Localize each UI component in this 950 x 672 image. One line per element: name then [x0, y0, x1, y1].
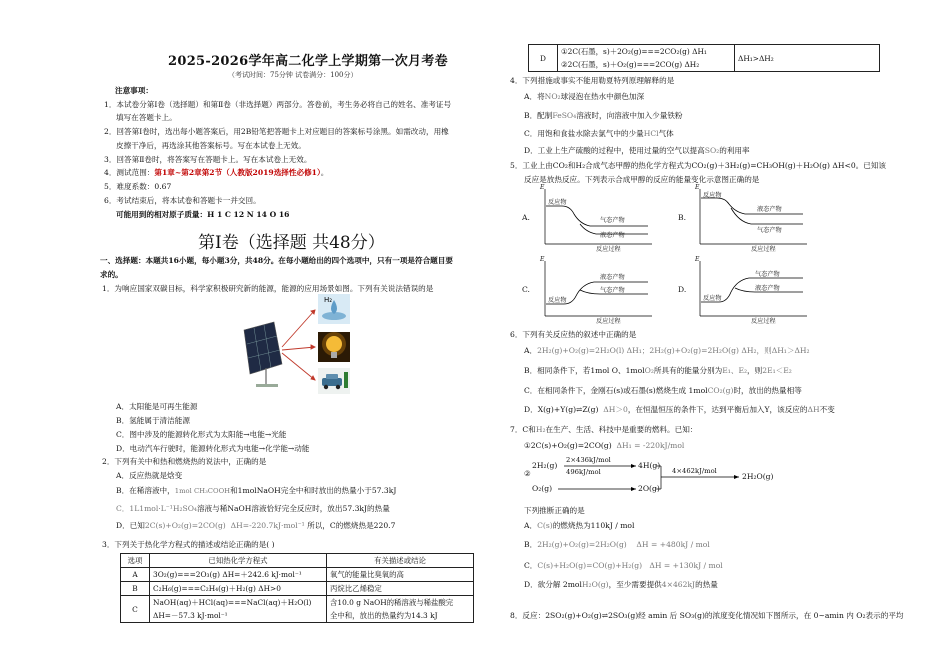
progress-label: 反应过程	[751, 318, 776, 325]
q4-option-b[interactable]	[524, 111, 683, 120]
q7-c-1: C．	[524, 561, 538, 570]
q7-d-energy: 4×462kJ	[661, 580, 696, 589]
q3-cell: 含10.0 g NaOH的稀溶液与稀盐酸完	[327, 596, 474, 610]
q4-stem: 4．下列措施或事实不能用勒夏特列原理解释的是	[510, 76, 675, 85]
h-h-energy: 2×436kJ/mol	[566, 456, 611, 464]
note-6: 6．考试结束后，将本试卷和答题卡一并交回。	[104, 196, 261, 205]
q7-b-enthalpy: ΔH = +480kJ / mol	[636, 540, 710, 549]
q3-cell: C	[121, 596, 150, 623]
q7-option-a[interactable]	[524, 521, 634, 530]
q3-header-cell: 已知热化学方程式	[150, 554, 327, 568]
section-instructions-b: 求的。	[100, 270, 123, 279]
q3-table-row	[121, 596, 474, 610]
reactant-label: 反应物	[703, 192, 722, 199]
liquid-product-curve	[701, 198, 803, 214]
q7-h2: H₂	[535, 425, 546, 434]
note-4-suffix: 。	[320, 168, 329, 177]
energy-scene-svg	[242, 292, 352, 400]
q2-b-text-2: 和1molNaOH完全中和时放出的热量小于57.3kJ	[230, 486, 397, 495]
exam-subtitle: （考试时间：75分钟 试卷满分：100分）	[228, 71, 358, 79]
q3-header-cell: 有关描述或结论	[327, 554, 474, 568]
q6-d-equation: X(g)+Y(g)⇌Z(g)	[537, 405, 599, 414]
note-2b: 皮擦干净后，再选涂其他答案标号。写在本试卷上无效。	[116, 141, 306, 150]
reactant-label: 反应物	[548, 199, 567, 206]
gas-product-label: 气态产物	[757, 227, 782, 234]
energy-diagram-b	[695, 184, 815, 253]
q7-option-c[interactable]	[524, 561, 723, 570]
q2-c-text: 溶液与稀NaOH溶液恰好完全反应时，放出57.3kJ的热量	[196, 504, 390, 513]
q2-option-d[interactable]	[116, 521, 395, 530]
q3-cell: 全中和，放出的热量约为14.3 kJ	[327, 609, 474, 623]
reactant-label: 反应物	[548, 297, 567, 304]
q2-option-a[interactable]: A．反应热就是焓变	[116, 471, 183, 480]
h-atoms-node: 4H(g)	[638, 461, 661, 470]
q7-a-formula: C(s)	[537, 521, 553, 530]
note-5: 5．难度系数：0.67	[104, 182, 172, 191]
q7-stem	[510, 425, 697, 434]
note-3: 3．回答第Ⅱ卷时，将答案写在答题卡上。写在本试卷上无效。	[104, 155, 312, 164]
q3-table-row	[121, 568, 474, 582]
q5-option-a[interactable]: A.	[522, 213, 530, 222]
q1-option-d[interactable]: D．电动汽车行驶时，能源转化形式为电能→化学能→动能	[116, 444, 310, 453]
q2-d-equation: 2C(s)+O₂(g)=2CO(g)	[144, 521, 226, 530]
q3-table-row	[121, 609, 474, 623]
axis-e-label: E	[695, 184, 700, 191]
test-scope: 第1章~第2章第2节（人教版2019选择性必修1）	[154, 168, 321, 177]
q6-c-2: 时，放出的热量相等	[733, 386, 802, 395]
axis-e-label: E	[695, 256, 700, 263]
h2-node: 2H₂(g)	[532, 461, 558, 470]
q6-b-3: ，则	[747, 366, 763, 375]
progress-label: 反应过程	[751, 246, 776, 253]
q5-stem-b: 反应是放热反应。下列表示合成甲醇的反应的能量变化示意图正确的是	[524, 175, 760, 184]
q6-b-formula: O₂	[644, 366, 654, 375]
light-bulb-icon	[318, 332, 350, 362]
q1-option-a[interactable]: A．太阳能是可再生能源	[116, 402, 198, 411]
q7-stem-1: 7．C和	[510, 425, 536, 434]
solar-panel-icon	[244, 322, 282, 387]
q4-b-2: 溶液时，向溶液中加入少量铁粉	[576, 111, 683, 120]
q4-b-formula: FeSO₄	[552, 111, 577, 120]
q6-d-1: D．	[524, 405, 538, 414]
q7-stem-2: 在生产、生活、科技中是重要的燃料。已知：	[545, 425, 698, 434]
gas-product-label: 气态产物	[600, 287, 625, 294]
q6-option-d[interactable]	[524, 405, 835, 414]
q7-b-equation: 2H₂(g)+O₂(g)=2H₂O(g)	[537, 540, 627, 549]
energy-diagram-c	[540, 256, 660, 325]
q7-d-2: ，至少需要提供	[608, 580, 662, 589]
q3-table-header	[121, 554, 474, 568]
bond-energy-diagram	[524, 458, 804, 498]
hydrogen-drop-icon	[318, 294, 350, 324]
q4-a-1: A．将	[524, 92, 545, 101]
axis-e-label: E	[540, 184, 545, 191]
q7-b-1: B．	[524, 540, 538, 549]
progress-label: 反应过程	[596, 246, 621, 253]
q7-option-b[interactable]	[524, 540, 710, 549]
h2o-node: 2H₂O(g)	[742, 472, 774, 481]
q2-b-text-1: B．在稀溶液中，	[116, 486, 175, 495]
q4-a-2: 球浸泡在热水中颜色加深	[560, 92, 645, 101]
q2-b-formula: 1mol CH₃COOH	[174, 487, 231, 495]
q1-stem: 1．为响应国家双碳目标，科学家积极研究新的能源，能源的应用场景如图。下列有关说法错误的是	[102, 284, 434, 293]
liquid-product-label: 液态产物	[757, 206, 782, 213]
q6-d-dh: ΔH	[807, 405, 820, 414]
q3-header-cell: 选项	[121, 554, 150, 568]
q6-c-1: C．在相同条件下，金刚石(s)或石墨(s)燃烧生成 1mol	[524, 386, 708, 395]
q3-row-d-label: D	[529, 45, 558, 72]
diagram-label-2: ②	[524, 469, 531, 478]
q6-c-formula: CO₂(g)	[707, 386, 734, 395]
q3-row-d-eq2: ②2C(石墨，s)＋O₂(g)===2CO(g) ΔH₂	[558, 58, 735, 72]
note-4	[104, 168, 328, 177]
q3-cell: B	[121, 582, 150, 596]
q4-d-2: 的利用率	[719, 146, 750, 155]
q5-option-d[interactable]: D.	[678, 285, 687, 294]
q4-b-1: B．配制	[524, 111, 553, 120]
q6-b-2: 所具有的能量分别为	[653, 366, 723, 375]
energy-diagram-d	[695, 256, 815, 325]
q7-a-2: 的燃烧热为110kJ / mol	[552, 521, 635, 530]
q4-d-1: D．工业上生产硫酸的过程中，使用过量的空气以提高	[524, 146, 705, 155]
o-h-energy: 4×462kJ/mol	[672, 467, 717, 475]
q7-judge: 下列推断正确的是	[524, 506, 585, 515]
q6-option-b[interactable]	[524, 366, 792, 375]
energy-diagram-a	[540, 184, 660, 253]
q2-c-formula: C．1L1mol·L⁻¹H₂SO₄	[116, 504, 197, 513]
q8-stem: 8．反应：2SO₂(g)+O₂(g)⇌2SO₃(g)经 amin 后 SO₃(g)的浓度变化情况如下图所示，在 0~amin 内 O₂表示的平均	[510, 611, 904, 620]
q3-stem: 3．下列关于热化学方程式的描述或结论正确的是( )	[102, 540, 275, 549]
liquid-product-label: 液态产物	[600, 274, 625, 281]
q1-option-b[interactable]: B．氢能属于清洁能源	[116, 416, 190, 425]
q3-row-d-eq1: ①2C(石墨，s)＋2O₂(g)===2CO₂(g) ΔH₁	[558, 45, 735, 59]
q7-d-3: 的热量	[695, 580, 718, 589]
notes-heading: 注意事项：	[115, 86, 153, 95]
q6-option-c[interactable]	[524, 386, 802, 395]
section-title: 第Ⅰ卷（选择题 共48分）	[198, 233, 385, 253]
q3-cell: NaOH(aq)＋HCl(aq)===NaCl(aq)＋H₂O(l)	[150, 596, 327, 610]
q7-eq1-enthalpy: ΔH₁ = -220kJ/mol	[616, 441, 685, 450]
progress-label: 反应过程	[596, 318, 621, 325]
atomic-masses: 可能用到的相对原子质量：H 1 C 12 N 14 O 16	[116, 210, 290, 219]
q6-stem: 6．下列有关反应热的叙述中正确的是	[510, 330, 637, 339]
o-o-energy: 496kJ/mol	[566, 468, 601, 476]
note-4-prefix: 4．测试范围：	[104, 168, 155, 177]
q6-a-1: A．	[524, 346, 538, 355]
q1-option-c[interactable]: C．图中涉及的能源转化形式为太阳能→电能→光能	[116, 430, 287, 439]
q4-a-formula: NO₂	[544, 92, 561, 101]
q6-d-enthalpy: ΔH＞0	[603, 405, 628, 414]
h2-label: H₂	[324, 296, 333, 304]
axis-e-label: E	[540, 256, 545, 263]
q7-equation-1	[524, 441, 684, 450]
q6-d-3: 不变	[819, 405, 835, 414]
q2-option-c[interactable]	[116, 504, 390, 513]
q6-b-relation: 2E₁＜E₂	[762, 366, 792, 375]
q7-c-equation: C(s)+H₂O(g)=CO(g)+H₂(g)	[537, 561, 643, 570]
gas-product-label: 气态产物	[600, 217, 625, 224]
q4-c-formula: HCl	[643, 129, 659, 138]
reactant-label: 反应物	[703, 295, 722, 302]
q3-table-row-d	[528, 44, 880, 72]
q2-d-text-2: 所以，C的燃烧热是220.7	[307, 521, 396, 530]
conversion-arrows	[282, 310, 315, 380]
gas-product-label: 气态产物	[755, 271, 780, 278]
q2-option-b[interactable]	[116, 486, 396, 496]
note-1b: 填写在答题卡上。	[116, 113, 177, 122]
q3-table-row	[121, 582, 474, 596]
q4-c-2: 气体	[658, 129, 674, 138]
q4-option-d[interactable]	[524, 146, 750, 155]
q6-option-a[interactable]	[524, 346, 810, 355]
q5-option-b[interactable]: B.	[678, 213, 686, 222]
q7-d-formula: H₂O(g)	[581, 580, 609, 589]
electric-car-icon	[318, 368, 350, 394]
q3-row-d-conclusion: ΔH₁>ΔH₂	[735, 45, 880, 72]
q6-d-2: ，在恒温恒压的条件下，达到平衡后加入Y，该反应的	[627, 405, 808, 414]
liquid-product-label: 液态产物	[755, 285, 780, 292]
q2-d-text-1: D．已知	[116, 521, 145, 530]
q7-d-1: D．欲分解 2mol	[524, 580, 582, 589]
q2-stem: 2．下列有关中和热和燃烧热的说法中，正确的是	[102, 457, 267, 466]
section-instructions-a: 一、选择题：本题共16小题，每小题3分，共48分。在每小题给出的四个选项中，只有一项是符合题目要	[100, 256, 453, 265]
q7-a-1: A．	[524, 521, 538, 530]
q5-option-c[interactable]: C.	[522, 285, 530, 294]
q4-d-formula: SO₂	[704, 146, 720, 155]
page-title: 2025-2026学年高二化学上学期第一次月考卷	[168, 54, 448, 69]
q3-row-d	[529, 45, 880, 59]
q3-cell: A	[121, 568, 150, 582]
q3-cell: 3O₂(g)===2O₃(g) ΔH=＋242.6 kJ·mol⁻¹	[150, 568, 327, 582]
energy-scene-figure	[242, 292, 352, 400]
o-atoms-node: 2O(g)	[638, 484, 660, 493]
o2-node: O₂(g)	[532, 484, 553, 493]
q5-stem-a: 5．工业上由CO₂和H₂合成气态甲醇的热化学方程式为CO₂(g)＋3H₂(g)=CH₃OH(g)＋H₂O(g) ΔH<0。已知该	[510, 161, 887, 170]
q6-b-1: B．相同条件下，若1mol O、1mol	[524, 366, 645, 375]
q4-option-a[interactable]	[524, 92, 644, 101]
gas-product-curve	[546, 206, 648, 226]
q4-option-c[interactable]	[524, 129, 674, 138]
q3-cell: 氧气的能量比臭氧的高	[327, 568, 474, 582]
q6-a-equations: 2H₂(g)+O₂(g)=2H₂O(l) ΔH₁；2H₂(g)+O₂(g)=2H₂O(g) ΔH₂，则ΔH₁＞ΔH₂	[537, 346, 810, 355]
note-2a: 2．回答第Ⅰ卷时，选出每小题答案后，用2B铅笔把答题卡上对应题目的答案标号涂黑。如需改动，用橡	[104, 127, 449, 136]
q6-b-energies: E₁、E₂	[722, 366, 748, 375]
q3-cell: ΔH=－57.3 kJ·mol⁻¹	[150, 609, 327, 623]
q3-table	[120, 553, 474, 623]
q7-eq1-reaction: ①2C(s)+O₂(g)=2CO(g)	[524, 441, 612, 450]
q7-option-d[interactable]	[524, 580, 718, 589]
note-1a: 1．本试卷分第Ⅰ卷（选择题）和第Ⅱ卷（非选择题）两部分。答卷前，考生务必将自己的姓名、准考证号	[104, 100, 452, 109]
q2-d-enthalpy: ΔH=-220.7kJ·mol⁻¹	[230, 521, 305, 530]
q3-cell: C₂H₆(g)===C₂H₄(g)＋H₂(g) ΔH>0	[150, 582, 327, 596]
q4-c-1: C．用饱和食盐水除去氯气中的少量	[524, 129, 644, 138]
q7-c-enthalpy: ΔH = +130kJ / mol	[649, 561, 723, 570]
q3-cell: 丙烷比乙烯稳定	[327, 582, 474, 596]
liquid-product-label: 液态产物	[600, 232, 625, 239]
